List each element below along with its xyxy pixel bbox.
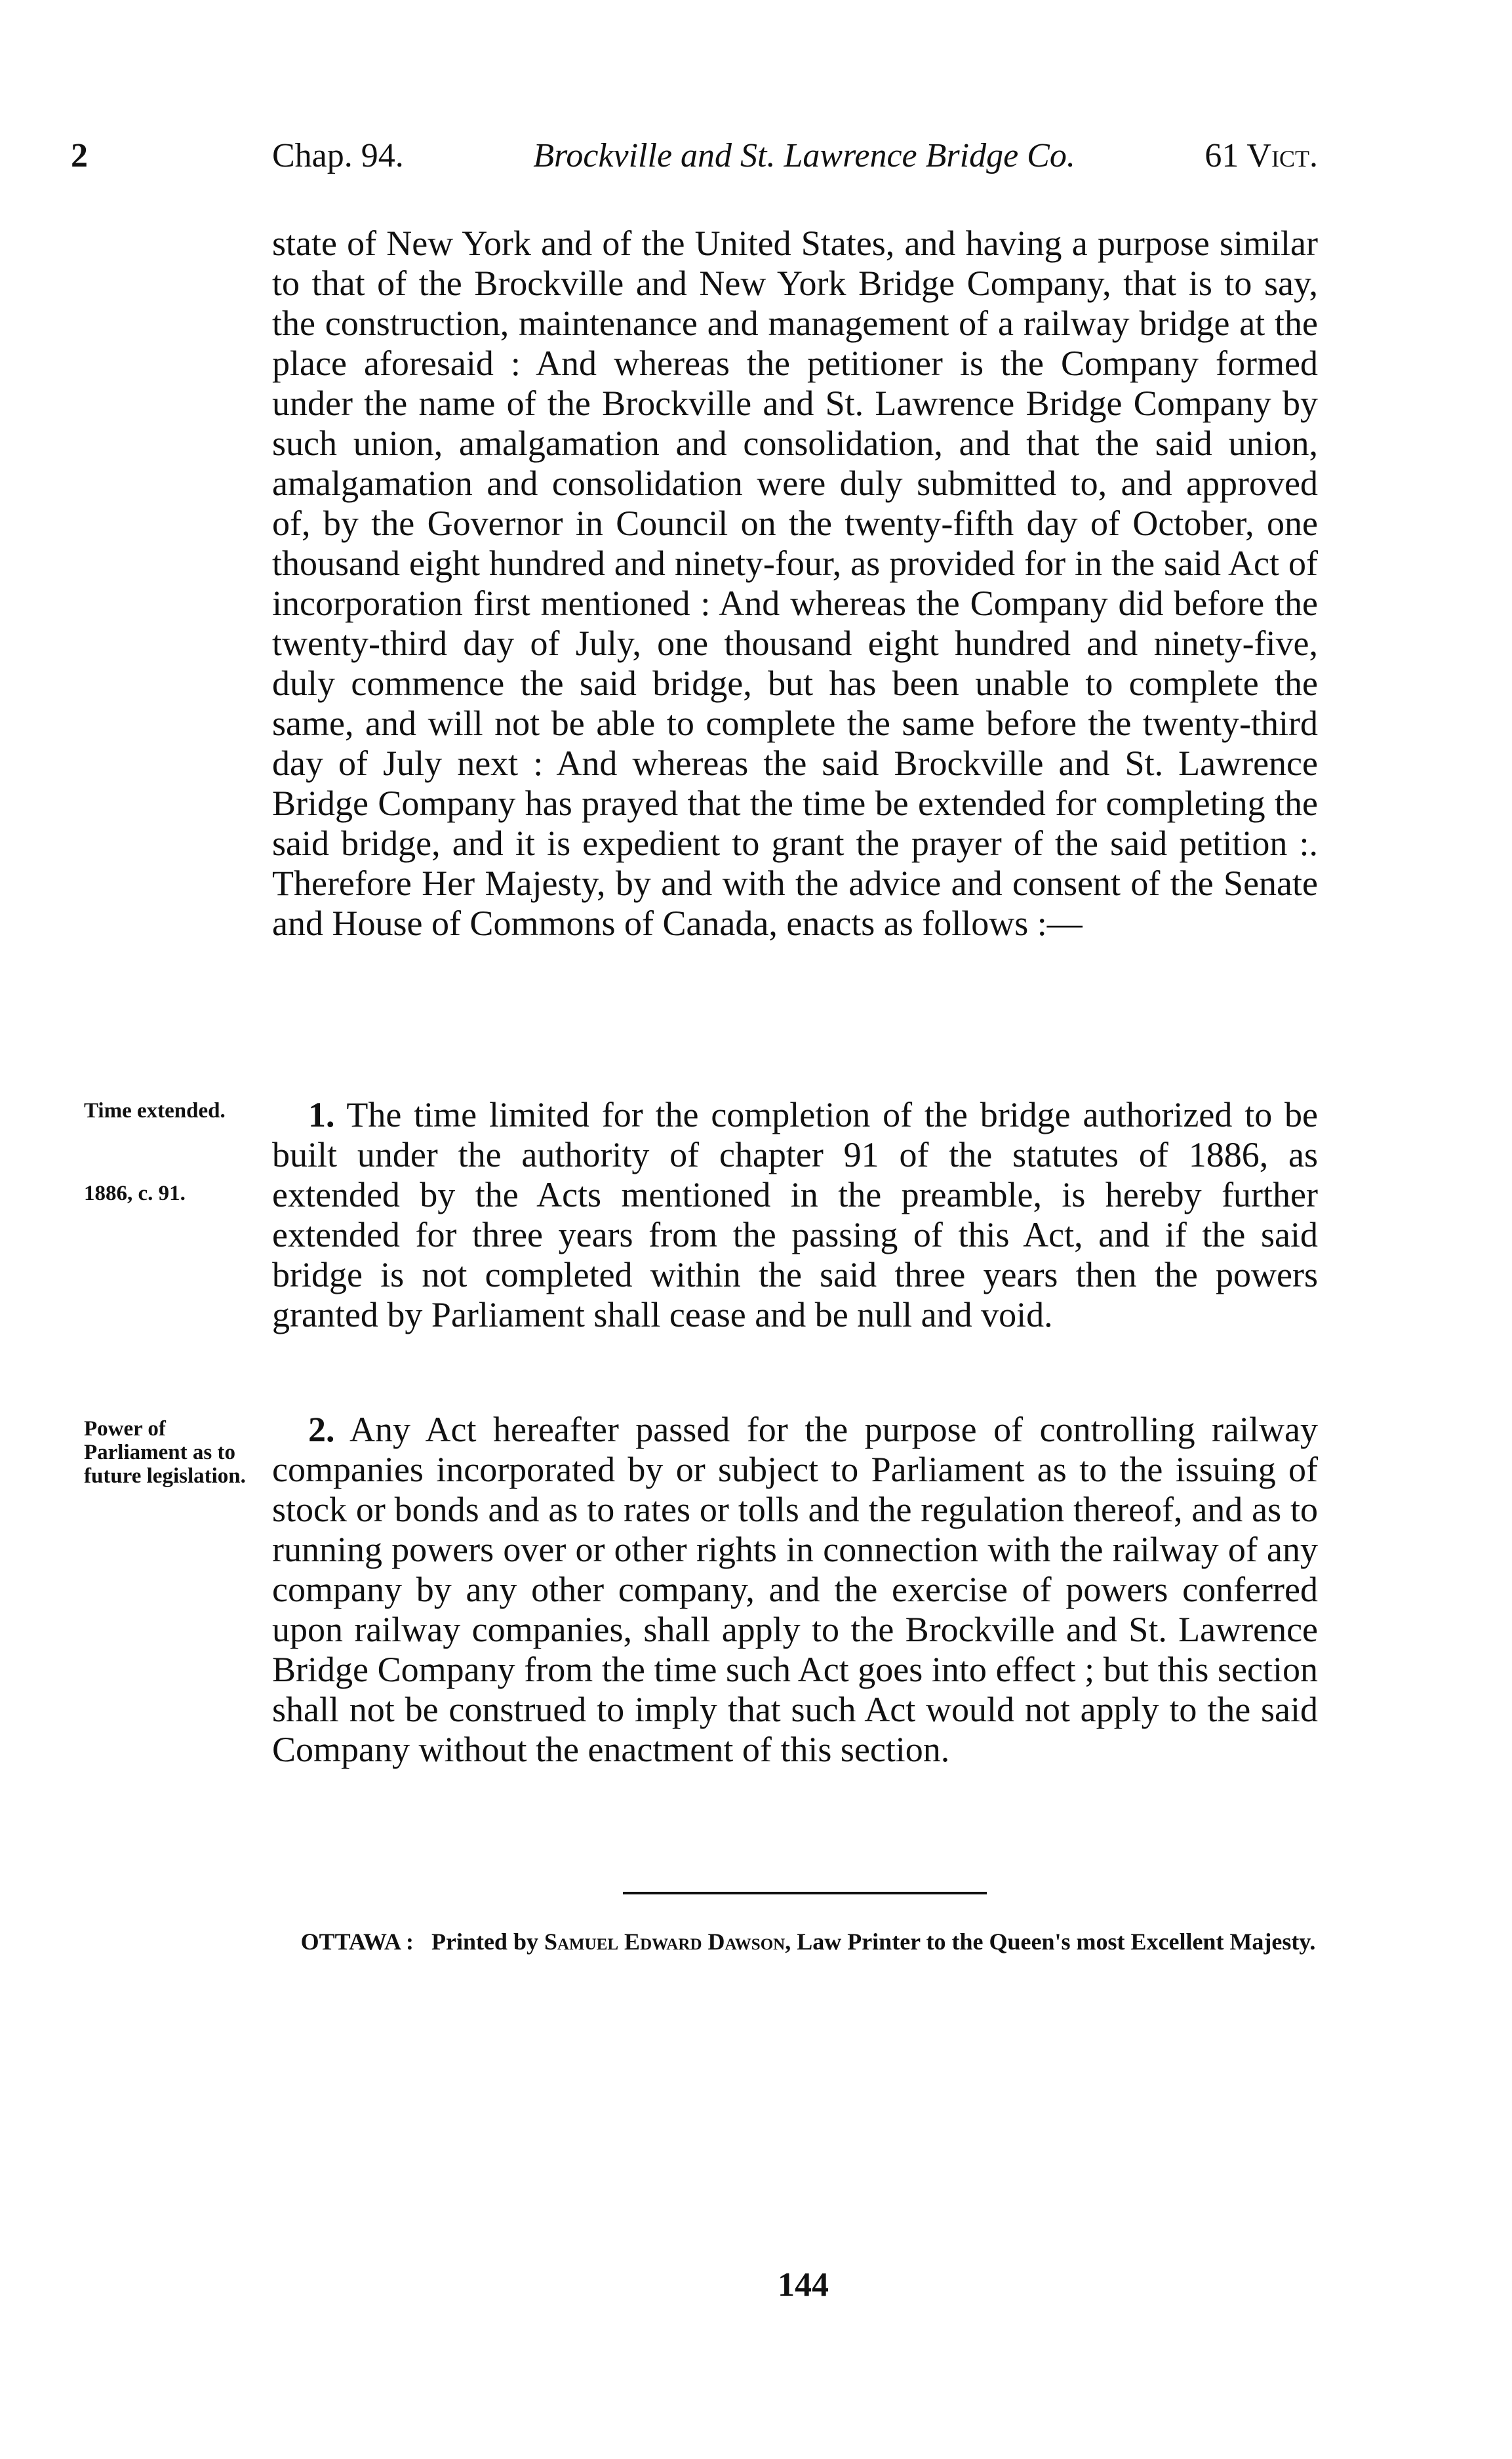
section-2-number: 2. <box>308 1410 335 1449</box>
imprint-printer-title: Law Printer to the Queen's most Excellent Majesty. <box>797 1929 1316 1955</box>
section-1-number: 1. <box>308 1095 335 1134</box>
imprint-place: OTTAWA : <box>300 1929 414 1955</box>
folio-number: 144 <box>778 2266 829 2304</box>
page-number: 2 <box>71 137 88 174</box>
section-1 <box>272 1095 1318 1335</box>
margin-note-citation: 1886, c. 91. <box>84 1182 186 1205</box>
section-2-text: Any Act hereafter passed for the purpose of controlling railway companies incorporated by or subject to Parliament as to the issuing of stock or bonds and as to rates or tolls and the regulation thereof, and as to running powers over or other rights in connection with the railway of any company by any other company, and the exercise of powers conferred upon railway companies, shall apply to the Brockville and St. Lawrence Bridge Company from the time such Act goes into effect ; but this section shall not be construed to imply that such Act would not apply to the said Company without the enactment of this section. <box>272 1410 1318 1769</box>
chapter-label: Chap. 94. <box>272 137 404 174</box>
margin-note-power-of-parliament: Power of Parliament as to future legislation. <box>84 1417 246 1488</box>
divider-rule <box>623 1892 987 1894</box>
section-1-text: The time limited for the completion of the bridge authorized to be built under the authority of chapter 91 of the statutes of 1886, as extended by the Acts mentioned in the preamble, is hereby further extended for three years from the passing of this Act, and if the said bridge is not completed within the said three years then the powers granted by Parliament shall cease and be null and void. <box>272 1095 1318 1334</box>
imprint <box>298 1928 1318 1955</box>
section-2 <box>272 1410 1318 1770</box>
preamble-paragraph: state of New York and of the United States, and having a purpose similar to that of the Brockville and New York Bridge Company, that is to say, the construction, maintenance and management of a railway bridge at the place aforesaid : And whereas the petitioner is the Company formed under the name of the Brockville and St. Lawrence Bridge Company by such union, amalgamation and consolidation, and that the said union, amalgamation and consolidation were duly submitted to, and approved of, by the Governor in Council on the twenty-fifth day of October, one thousand eight hundred and ninety-four, as provided for in the said Act of incorporation first mentioned : And whereas the Company did before the twenty-third day of July, one thousand eight hundred and ninety-five, duly commence the said bridge, but has been unable to complete the same, and will not be able to complete the same before the twenty-third day of July next : And whereas the said Brockville and St. Lawrence Bridge Company has prayed that the time be extended for completing the said bridge, and it is expedient to grant the prayer of the said petition :. Therefore Her Majesty, by and with the advice and consent of the Senate and House of Commons of Canada, enacts as follows :— <box>272 224 1318 943</box>
regnal-year: 61 Vict. <box>1204 137 1318 174</box>
act-title: Brockville and St. Lawrence Bridge Co. <box>533 137 1075 174</box>
imprint-printer: Samuel Edward Dawson, <box>544 1929 791 1955</box>
imprint-printed-by: Printed by <box>431 1929 538 1955</box>
running-head <box>272 136 1318 175</box>
margin-note-time-extended: Time extended. <box>84 1099 226 1123</box>
